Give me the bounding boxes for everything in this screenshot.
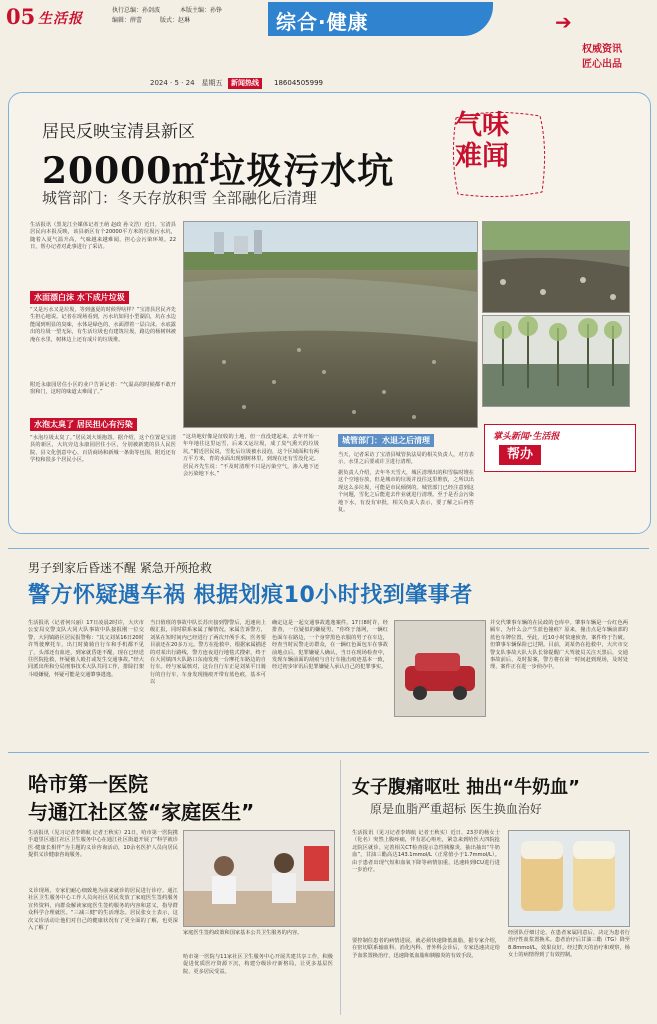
slogan-line1: 权威资讯 — [582, 44, 622, 55]
help-logo-title: 掌头新闻·生活报 — [493, 432, 560, 442]
story1-para3: “水泡垃圾太臭了。”居民刘大姐抱怨。据介绍，这个位置是宝清县的新区，大坑旁边永康园居住小区，分别被新建的县人民医院、县文化创意中心、百货商场和新城一条街等包围，附近还有学校和很多个居民小区。 — [30, 435, 176, 464]
story1-subhead: 城管部门：冬天存放积雪 全部融化后清理 — [42, 189, 317, 207]
story1-stamp — [455, 110, 509, 172]
story1-para1: “又是污水又是垃圾，等到盛夏的时候得啥样？”宝清县居民齐先生担心地说。记者在现场看到，污水坑如同小型湖泊，坑在水边能闻到明显的臭味，水体是绿色的，水面漂着一层白沫。水底露出的垃圾一望无际，有生活垃圾也有建筑垃圾，路边的杨树林被淹在水里，树林边上还有成片的垃圾堆。 — [30, 307, 176, 343]
editor: 编辑：薛蕾 — [112, 17, 143, 24]
slogan-line2: 匠心出品 — [582, 59, 622, 70]
brand-logo: 生活报 — [38, 11, 83, 27]
stamp-line1: 气味 — [455, 110, 509, 141]
page-number: 05 — [6, 4, 36, 29]
hotline-label: 新闻热线 — [228, 78, 262, 89]
red-car-image — [395, 621, 485, 716]
story1-headline: 20000㎡垃圾污水坑 — [42, 150, 395, 192]
column-divider — [340, 760, 341, 1015]
story1-lead: 生活报讯（黑龙江全媒体记者王萌 赵政 孙文浩）近日，宝清县居民向本报反映，该县新区有个20000平方米的垃圾污水坑，随着入夏气温升高，气味越来越难闻，担心会污染环境。22日，帮办记者对此事进行了采访。 — [30, 222, 176, 251]
stamp-line2: 难闻 — [455, 141, 509, 172]
story1-tag2: 水泡太臭了 居民担心有污染 — [30, 418, 137, 431]
story3-body2: 义诊现场，专家们耐心细致地为前来就诊的居民进行诊疗。通江社区卫生服务中心工作人员向社区居民发放了家庭医生签约服务宣传资料，向群众解读家庭医生签约服务的内容和意义，指导群众科学合理就医。“三减三健”的生活理念。居民张女士表示，这次义诊活动让他们对自己的健康状况有了更全面的了解，也更深入了解了 — [28, 888, 178, 932]
flooded-trees-image — [483, 316, 629, 406]
story4-headline: 女子腹痛呕吐 抽出“牛奶血” — [352, 777, 580, 798]
story1-tag3: 城管部门：水退之后清理 — [338, 434, 434, 447]
story4-body3: 经团队仔细讨论、在患者家属同意后，决定为患者行治疗性血浆置换术。患者治疗后甘油三酯（TG）降至8.8mmol/L，效果良好。经过数天的治疗和观察，杨女士的病情得到了有效控制。 — [508, 930, 630, 959]
clinic-consult-image — [184, 831, 334, 926]
page-editor: 本版主编：孙铮 — [180, 7, 223, 14]
story1-kicker: 居民反映宝清县新区 — [42, 122, 195, 142]
issue-date: 2024 · 5 · 24 星期五 — [150, 79, 223, 87]
story3-headline-line2: 与通江社区签“家庭医生” — [28, 800, 255, 824]
exec-editor: 执行总编：孙剑波 — [112, 7, 161, 14]
story2-col2: 当日值班的事故中队长苏庆接到警警后，迅速向上级汇报，同时联系家属了解情况。家属告诉警方，刘某在短时间内已经进行了两次开颅手术，医务要目前还在20多万元。警方在抢救中，根据家属描述的对某出行路线，警方连夜进行地毯式搜索，终于在大同镇四大队路口东南发现一台摩托车路边的自行车。经与家属核对，这台自行车正是刘某平日骑行的自行车，车身发现撞痕开带有蓝色痕，基本可以 — [150, 620, 266, 686]
story1-para5: 当天，记者采访了宝清县城管执法局的相关负责人，对方表示，水里之后要或许卫进行清理。 — [338, 452, 474, 466]
story3-body1: 生活报讯（见习记者李锦航 记者王秋实）21日，哈市第一医院携手道里区通江社区卫生服务中心在通江社区街道开展了“科学就诊医·健康长相伴”为主题的义诊咨询活动，10余名医护人员向居民提供义诊健康咨询服务。 — [28, 830, 178, 859]
story2-col4: 并交代肇事车辆的在民政的仓库中。肇事车辆是一台红色两厢车，为什么会产生蓝色撞痕？原来，撞击点是车辆前部的蓝色车牌位置。至此，近10小时快速侦查，案件终于告破。但肇事车辆保险已过期。目前，刘某仍在抢救中，大庆市交警支队事故大队大队长徐提醒广大驾驶员关注天黑后，交通事故前后，及时报案，警方将在第一时间赶到现场，及时处理，案件正在进一步侦办中。 — [490, 620, 628, 671]
help-logo-box — [484, 424, 636, 472]
arrow-right-icon: ➔ — [555, 10, 572, 34]
story1-para2: 附近永康园居住小区的业户告诉记者：“气温高的时候都不敢开窗和门，这时的味道太难闻了。” — [30, 382, 176, 396]
story3-divider — [8, 752, 649, 753]
story1-photo-trash-bank — [482, 221, 630, 313]
help-logo-badge: 帮办 — [499, 445, 541, 465]
story3-body3: 家庭医生签约政策和国家基本公共卫生服务的内容。 — [183, 930, 303, 936]
layout-editor: 版式：赵琳 — [160, 17, 191, 24]
story4-body2: 要控制住患者的病情进展，就必须快速降低血脂，据专家介绍，在密切联系输血科、消化内科、普外科会诊后，专家迅速决定给予血浆置换治疗，迅速降低血脂和胰腺炎的有效手段。 — [352, 938, 500, 959]
trash-bank-image — [483, 222, 629, 312]
story4-subhead: 原是血脂严重超标 医生换血治好 — [370, 802, 542, 816]
story2-photo — [394, 620, 486, 717]
milky-blood-bag-image — [509, 831, 629, 926]
story1-tag1: 水面漂白沫 水下成片垃圾 — [30, 291, 129, 304]
story4-photo — [508, 830, 630, 927]
story3-body4: 哈市第一医院与11家社区卫生服务中心开展共建共享工作，积极促进优质医疗资源下沉，构建分级诊疗新格局，让更多基层医院、更多居民受益。 — [183, 954, 333, 975]
story2-kicker: 男子到家后昏迷不醒 紧急开颅抢救 — [28, 561, 212, 575]
story2-col3: 确定这是一起交通事故逃逸案件。17日8时许，经排查，一位疑似的嫌疑男，“你终于落网，一辆红色面车在路边，一个身穿黑色衣服的男子在车边，经查当时民警走访群众，在一辆红色面包车在事故前地点后，犯罪嫌疑人确认，当日在现场检查中，发现车辆前面的刮痕与自行车撞击痕迹基本一致，经过初步审讯后犯罪嫌疑人承认自己的犯罪事实。 — [272, 620, 388, 671]
story2-col1: 生活报讯（记者何兴丽）17日凌晨2时许，大庆市公安局交警支队大同大队事故中队接报刚一位交警，大同镇路区居民报警称：“其父刘某16日20时许驾驶摩托车，出门时骑骑自行车和手机都不见了，头部还有血迹，到家就昏迷不醒，现在已经送往医院抢救，怀疑被人殴打或发生交通事故。”经大同派出所和分局刑事技术大队共同工作，排除打架斗殴嫌疑，怀疑可能是交通肇事逃逸。 — [28, 620, 144, 678]
story3-headline-line1: 哈市第一医院 — [28, 772, 148, 796]
story3-photo — [183, 830, 335, 927]
story1-para6: 据负责人介绍，去年冬天雪大，城区清理出的积雪临时堆在这个空地存放，但是城市的垃圾并没往这里堆放，之所以出现这么多垃圾，可能是市民倾倒的。城管部门已经注意到这个问题，雪化之后能进去作业就进行清理。至于是否会污染地下水，有没有审批，相关负责人表示，要了解之后再答复。 — [338, 470, 474, 514]
story1-main-photo — [183, 221, 478, 428]
story1-photo-flooded-trees — [482, 315, 630, 407]
story2-headline: 警方怀疑遇车祸 根据划痕10小时找到肇事者 — [28, 583, 473, 608]
polluted-pit-image — [184, 222, 477, 427]
story2-divider — [8, 548, 649, 549]
header-divider — [20, 70, 640, 71]
story1-para4: “这块地好像是征收的土地，但一直没建起来，去年开始一年年地往这里运雪，后来又运垃圾，成了臭气熏天的垃圾坑。”附近居民说，雪化后垃圾被水浸泡，这个区域面积有两万平方米，育的水面出现到树林里，到现在还有雪没化完。居民齐先生说：“不及时清理不只是污染空气，渗入地下还会污染地下水。” — [183, 434, 319, 478]
section-banner-title: 综合·健康 — [276, 10, 369, 34]
story4-body1: 生活报讯（见习记者李锦航 记者王秋实）近日，23岁的杨女士（化名）突然上腹疼痛，伴有恶心呕吐，紧急来到哈医大四院抢北院区就诊。完善相关CT检查提示急性胰腺炎，抽出抽出“牛奶血”，甘油三酯高达143.1mmol/L（正常值小于1.7mmol/L）。由于患者出现气短和血氧下降等病情加重，迅速转到ICU进行进一步治疗。 — [352, 830, 500, 874]
hotline-number: 18604505999 — [274, 79, 323, 87]
